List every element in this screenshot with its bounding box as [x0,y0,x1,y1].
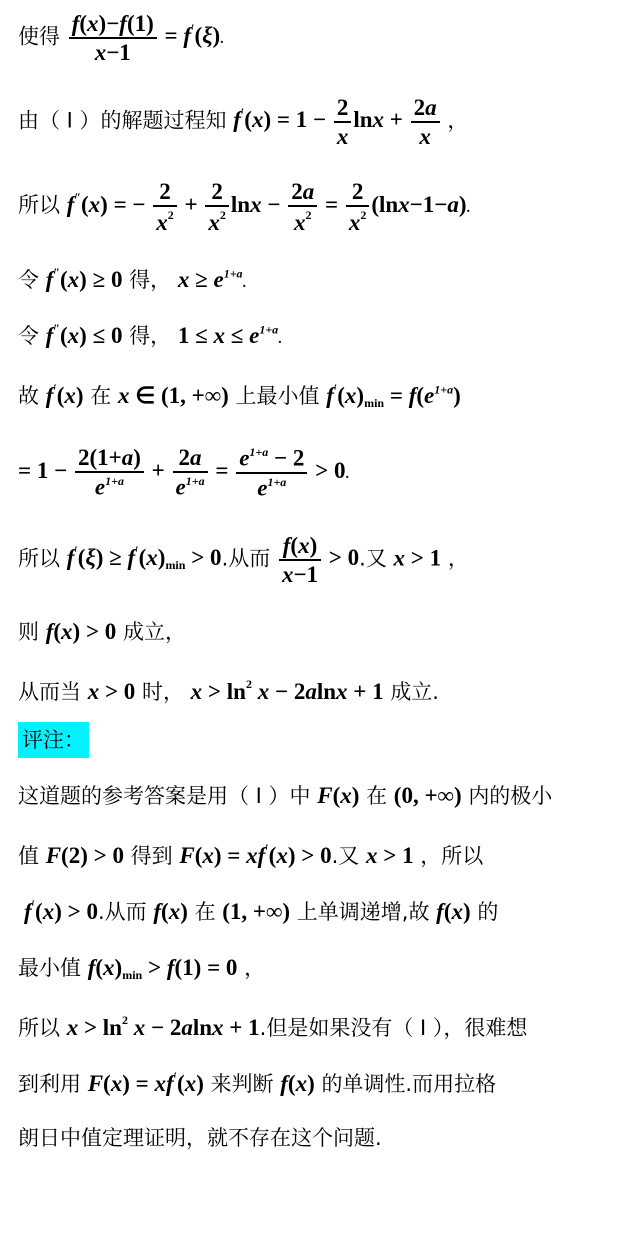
math: $x \ge e^{1+a}$. [177,266,247,292]
math: (0, +∞) [393,783,462,808]
note-line-2: 值 F(2) > 0 得到 F(x) = xf′(x) > 0.又 x > 1 ，所以 [18,841,484,868]
math: f(x) > 0 [45,619,117,644]
note-line-5: 所以 $x > \ln^2 x - 2alnx + 1$.但是如果没有（ Ⅰ ），很难想 [18,1013,528,1040]
eq-line-7 [18,446,349,499]
eq-line-10: 从而当 x > 0 时， $x > \ln^2 x - 2alnx + 1$ 成立. [18,677,439,704]
eq-line-8: 所以 $f'(\xi) \ge f'(x)_{min} > 0$.从而 $\frac{f(x)}{x-1}$ > 0.又 x > 1 ， [18,533,469,587]
note-line-4: 最小值 $f(x)_{min} > f(1) = 0$ ， [18,955,266,983]
math: x > 1 [393,545,442,571]
eq-line-6: 故 f′(x) 在 x ∈ (1, +∞) 上最小值 $f'(x)_{min} = f(e^{1+a})$ [18,381,461,410]
math: f′(x) [45,381,84,408]
math: (1, +∞) [222,898,291,924]
eq-line-4: 令 f″(x) ≥ 0 得， $x \ge e^{1+a}$. [18,265,247,292]
math: = 1 − $\frac{2(1+a)}{e^{1+a}}$ + $\frac{2a}{e^{1+a}}$ = $\frac{e^{1+a} - 2}{e^{1+a}}$ > 0. [18,445,349,501]
math: f″(x) ≥ 0 [45,265,123,292]
math: $x > \ln^2 x - 2alnx + 1$ [190,677,384,704]
math: $\frac{f(x)}{x-1}$ > 0 [277,545,359,570]
note-label: 评注： [18,730,89,751]
math: $f'(\xi) \ge f'(x)_{min} > 0$ [66,543,222,573]
eq-line-5: 令 f″(x) ≤ 0 得， $1 \le x \le e^{1+a}$. [18,321,282,348]
math: x > 1 [365,842,414,868]
eq-line-1: 使得 $\frac{f(x)-f(1)}{x-1}$ = f′(ξ). [18,11,224,65]
math: F(2) > 0 [45,842,124,868]
math: f(x) [153,898,188,924]
math: f″(x) ≤ 0 [45,321,123,348]
note-line-6: 到利用 F(x) = xf′(x) 来判断 f(x) 的单调性.而用拉格 [18,1069,497,1096]
math: $x > \ln^2 x - 2alnx + 1$ [66,1013,260,1040]
math: f′(x) > 0 [24,897,98,924]
note-line-1: 这道题的参考答案是用（ Ⅰ ）中 F(x) 在 (0, +∞) 内的极小 [18,783,553,808]
math: f(x) [436,898,471,924]
note-line-7: 朗日中值定理证明，就不存在这个问题. [18,1126,382,1150]
math: f(x) [280,1070,315,1096]
eq-line-9: 则 f(x) > 0 成立， [18,619,186,644]
math: $f(x)_{min} > f(1) = 0$ [87,955,238,983]
math: $\frac{f(x)-f(1)}{x-1}$ = f′(ξ). [67,23,224,48]
eq-line-3: 所以 f″(x) = − $\frac{2}{x^2}$ + $\frac{2}{x^2}$ lnx − $\frac{2a}{x^2}$ = $\frac{2}{x^2}$ (lnx−1−a). [18,179,471,235]
eq-line-2: 由（ Ⅰ ）的解题过程知 f′(x) = 1 − $\frac{2}{x}$ lnx + $\frac{2a}{x}$ ， [18,95,469,149]
math: f′(x) = 1 − $\frac{2}{x}$ lnx + $\frac{2a}{x}$ [233,107,447,132]
math: x ∈ (1, +∞) [117,382,229,408]
math: F(x) = xf′(x) [87,1069,204,1096]
math: $1 \le x \le e^{1+a}$. [177,322,282,348]
math: $f'(x)_{min} = f(e^{1+a})$ [326,381,461,410]
math: f″(x) = − $\frac{2}{x^2}$ + $\frac{2}{x^2}$ lnx − $\frac{2a}{x^2}$ = $\frac{2}{x^2}$ (lnx−1−a). [66,179,471,235]
math: F(x) = xf′(x) > 0 [179,841,332,868]
note-line-3: f′(x) > 0.从而 f(x) 在 (1, +∞) 上单调递增,故 f(x) 的 [24,897,499,924]
math: F(x) [317,783,360,808]
math: x > 0 [87,678,136,704]
